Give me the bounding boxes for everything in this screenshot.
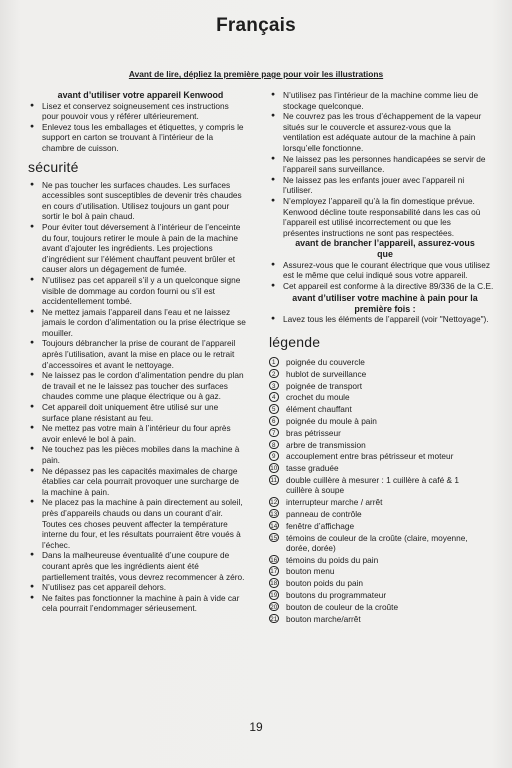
list-item: ● Lisez et conservez soigneusement ces instructions pour pouvoir vous y référer ultérieurement. (28, 101, 253, 122)
safety-list-continued (269, 90, 501, 238)
list-item: ● Toujours débrancher la prise de courant de l’appareil après l’utilisation, avant la mise en place ou le retrait d’accessoires et avant le nettoyage. (28, 338, 253, 370)
legend-item (269, 451, 501, 461)
legend-label: bouton poids du pain (286, 578, 364, 589)
legend-label: tasse graduée (286, 463, 339, 474)
first-use-list (269, 314, 501, 325)
page-number: 19 (249, 720, 263, 734)
list-item: ● N’utilisez pas cet appareil s’il y a un quelconque signe visible de dommage au cordon fourni ou s’il est accidentellement tombé. (28, 275, 253, 307)
list-item: ● Pour éviter tout déversement à l’intérieur de l’enceinte du four, toujours retirer le moule à pain de la machine avant d’ajouter les ingrédients. Les projections d’ingrédient sur l’élément chauffant peuvent brûler et causer alors un dégagement de fumée. (28, 222, 253, 275)
legend-label: arbre de transmission (286, 439, 366, 450)
legend-label: bras pétrisseur (286, 427, 341, 438)
legend-item (269, 428, 501, 438)
legend-item (269, 555, 501, 565)
legend-item (269, 392, 501, 402)
legend-label: hublot de surveillance (286, 368, 367, 379)
legend-number-badge: 17 (270, 568, 278, 576)
legend-item (269, 357, 501, 367)
legend-label: témoins de couleur de la croûte (claire, moyenne, dorée, dorée) (286, 532, 468, 553)
legend-item (269, 497, 501, 507)
list-item: ● Ne faites pas fonctionner la machine à pain à vide car cela pourrait l’endommager sérieusement. (28, 593, 253, 614)
legend-number-badge: 6 (269, 416, 279, 426)
before-plug-list (269, 260, 501, 292)
legend-label: bouton marche/arrêt (286, 613, 361, 624)
legend-label: poignée de transport (286, 380, 363, 391)
fold-out-instruction: Avant de lire, dépliez la première page pour voir les illustrations (128, 69, 384, 79)
legend-item (269, 463, 501, 473)
legend-number-badge: 12 (270, 499, 278, 507)
before-use-heading: avant d’utiliser votre appareil Kenwood (57, 90, 224, 100)
legend-number-badge: 2 (269, 369, 279, 379)
legend-number-badge: 4 (269, 392, 279, 402)
legend-item (269, 614, 501, 624)
legend-label: crochet du moule (286, 392, 350, 403)
list-item: ● Ne couvrez pas les trous d’échappement de la vapeur situés sur le couvercle et assurez-vous que la ventilation est adéquate autour de la machine à pain lorsqu’elle fonctionne. (269, 111, 501, 153)
legend-label: panneau de contrôle (286, 508, 362, 519)
list-item: ● Assurez-vous que le courant électrique que vous utilisez est le même que celui indiqué sous votre appareil. (269, 260, 501, 281)
safety-list (28, 180, 253, 614)
legend-number-badge: 14 (270, 522, 278, 530)
legend-number-badge: 10 (270, 465, 278, 473)
before-plug-heading: avant de brancher l’appareil, assurez-vous que (295, 238, 475, 259)
legend-label: interrupteur marche / arrêt (286, 497, 383, 508)
legend-number-badge: 9 (269, 451, 279, 461)
list-item: ● Ne touchez pas les pièces mobiles dans la machine à pain. (28, 444, 253, 465)
legend-item (269, 475, 501, 496)
legend-label: élément chauffant (286, 404, 352, 415)
legend-item (269, 381, 501, 391)
legend-number-badge: 15 (270, 534, 278, 542)
legend-number-badge: 16 (270, 556, 278, 564)
legend-item (269, 369, 501, 379)
legend-label: fenêtre d’affichage (286, 520, 355, 531)
legend-label: double cuillère à mesurer : 1 cuillère à café & 1 cuillère à soupe (286, 475, 459, 496)
legend-number-badge: 13 (270, 510, 278, 518)
legend-number-badge: 20 (270, 603, 278, 611)
legend-label: poignée du moule à pain (286, 416, 377, 427)
right-column (269, 90, 501, 625)
list-item: ● Enlevez tous les emballages et étiquettes, y compris le support en carton se trouvant à l’intérieur de la chambre de cuisson. (28, 122, 253, 154)
list-item: ● Cet appareil est conforme à la directive 89/336 de la C.E. (269, 281, 501, 292)
legend-number-badge: 3 (269, 381, 279, 391)
legend-heading: légende (269, 334, 321, 351)
page-title: Français (216, 15, 296, 36)
legend-item (269, 578, 501, 588)
legend-label: poignée du couvercle (286, 357, 365, 368)
before-use-list (28, 101, 253, 154)
list-item: ● Ne laissez pas les personnes handicapées se servir de l’appareil sans surveillance. (269, 154, 501, 175)
list-item: ● Dans la malheureuse éventualité d’une coupure de courant après que les ingrédients aient été partiellement traités, vous devrez recommencer à zéro. (28, 550, 253, 582)
legend-item (269, 440, 501, 450)
list-item: ● Ne mettez pas votre main à l’intérieur du four après avoir enlevé le bol à pain. (28, 423, 253, 444)
list-item: ● Cet appareil doit uniquement être utilisé sur une surface plane résistant au feu. (28, 402, 253, 423)
legend-item (269, 404, 501, 414)
first-use-heading: avant d’utiliser votre machine à pain pour la première fois : (292, 293, 478, 314)
list-item: ● Ne mettez jamais l’appareil dans l’eau et ne laissez jamais le cordon d’alimentation ou la prise électrique se mouiller. (28, 307, 253, 339)
legend-label: boutons du programmateur (286, 590, 387, 600)
legend-number-badge: 21 (270, 615, 278, 623)
legend-list (269, 357, 501, 624)
legend-number-badge: 5 (269, 404, 279, 414)
legend-number-badge: 11 (270, 477, 277, 485)
list-item: ● Ne dépassez pas les capacités maximales de charge établies car cela pourrait provoquer une surcharge de la machine à pain. (28, 466, 253, 498)
list-item: ● N’utilisez pas l’intérieur de la machine comme lieu de stockage quelconque. (269, 90, 501, 111)
list-item: ● Lavez tous les éléments de l’appareil (voir "Nettoyage"). (269, 314, 501, 325)
legend-label: témoins du poids du pain (286, 554, 379, 565)
legend-number-badge: 8 (269, 440, 279, 450)
legend-item (269, 509, 501, 519)
list-item: ● Ne placez pas la machine à pain directement au soleil, près d’appareils chauds ou dans un courant d’air. Toutes ces choses peuvent affecter la température interne du four, et les résultats pourraient être voués à l’échec. (28, 497, 253, 550)
legend-item (269, 590, 501, 600)
legend-label: bouton de couleur de la croûte (286, 601, 399, 612)
list-item: ● N’employez l’appareil qu’à la fin domestique prévue. Kenwood décline toute responsabilité dans les cas où l’appareil est utilisé incorrectement ou que les présentes instructions ne sont pas respectées. (269, 196, 501, 238)
list-item: ● Ne pas toucher les surfaces chaudes. Les surfaces accessibles sont susceptibles de devenir très chaudes en cours d’utilisation. Utilisez toujours un gant pour sortir le bol à pain chaud. (28, 180, 253, 222)
left-column (28, 90, 253, 614)
legend-item (269, 602, 501, 612)
legend-item (269, 533, 501, 554)
legend-number-badge: 19 (270, 592, 278, 599)
list-item: ● N’utilisez pas cet appareil dehors. (28, 582, 253, 593)
legend-label: accouplement entre bras pétrisseur et moteur (286, 451, 454, 462)
legend-item (269, 566, 501, 576)
legend-number-badge: 1 (269, 357, 279, 367)
legend-label: bouton menu (286, 566, 335, 577)
legend-item (269, 416, 501, 426)
list-item: ● Ne laissez pas le cordon d’alimentation pendre du plan de travail et ne le laissez pas toucher des surfaces chaudes comme une plaque électrique ou à gaz. (28, 370, 253, 402)
legend-number-badge: 18 (270, 580, 278, 588)
legend-item (269, 521, 501, 531)
list-item: ● Ne laissez pas les enfants jouer avec l’appareil ni l’utiliser. (269, 175, 501, 196)
safety-heading: sécurité (28, 158, 79, 175)
legend-number-badge: 7 (269, 428, 279, 438)
